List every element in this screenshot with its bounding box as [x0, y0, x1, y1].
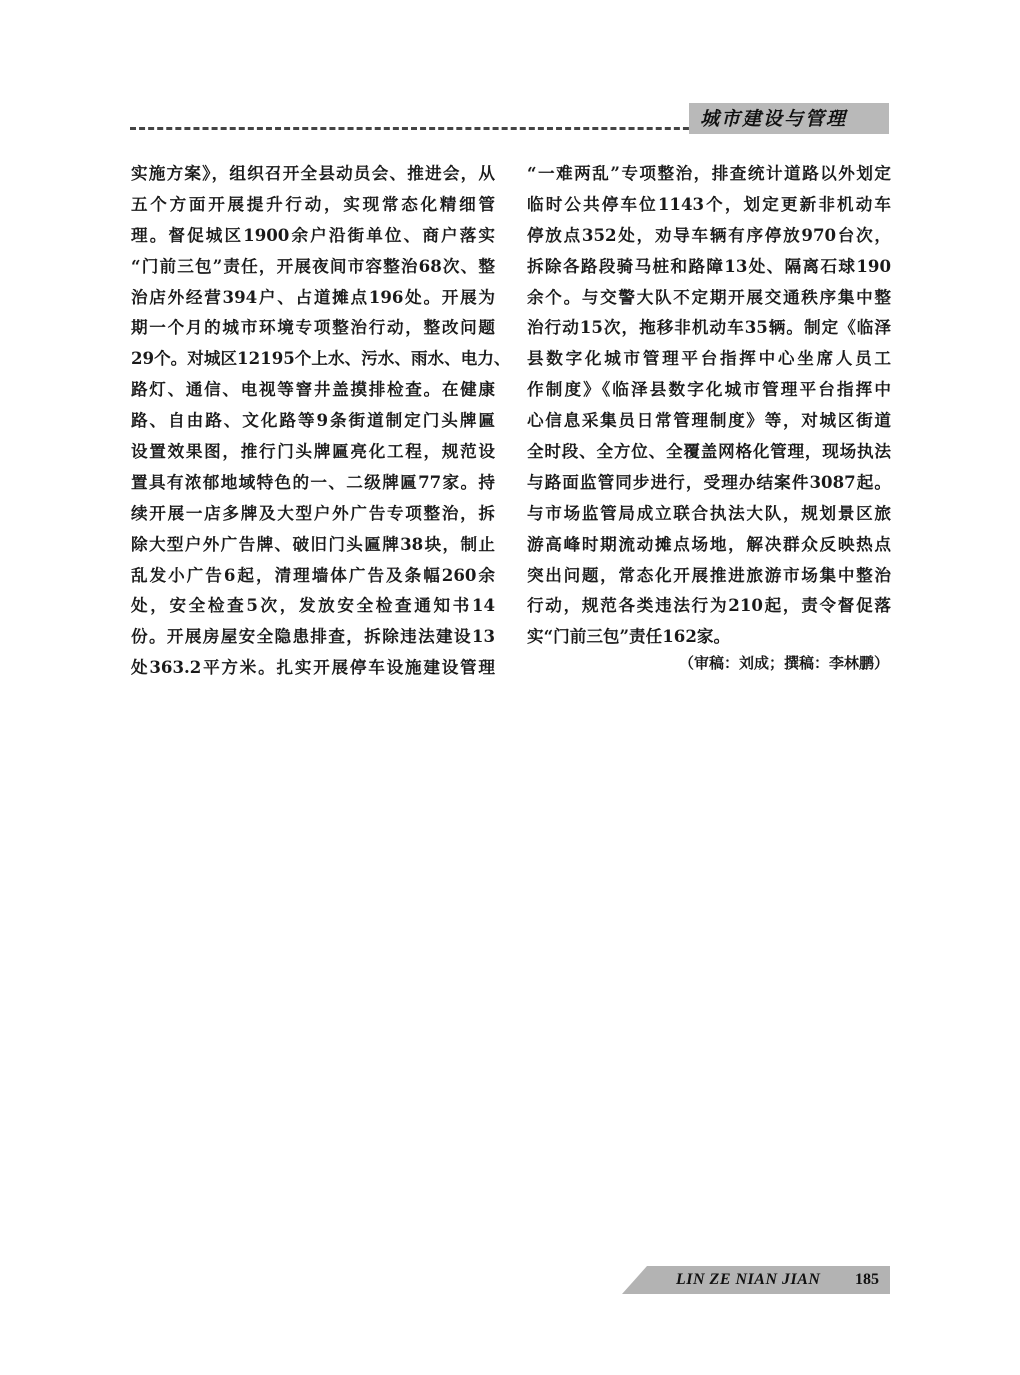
text-line: 停放点352处，劝导车辆有序停放970台次，	[527, 224, 891, 245]
text-line: 游高峰时期流动摊点场地，解决群众反映热点	[527, 533, 891, 554]
text-line: 置具有浓郁地域特色的一、二级牌匾77家。持	[131, 471, 495, 492]
text-line: 治行动15次，拖移非机动车35辆。制定《临泽	[527, 317, 891, 338]
journal-name: LIN ZE NIAN JIAN	[676, 1271, 821, 1288]
text-line: 乱发小广告6起，清理墙体广告及条幅260余	[131, 564, 495, 585]
text-line: 突出问题，常态化开展推进旅游市场集中整治	[527, 564, 891, 585]
text-line: 续开展一店多牌及大型户外广告专项整治，拆	[131, 502, 495, 523]
text-line: 处，安全检查5次，发放安全检查通知书14	[131, 595, 495, 616]
text-line: 路灯、通信、电视等窨井盖摸排检查。在健康	[131, 379, 495, 400]
text-line: 29个。对城区12195个上水、污水、雨水、电力、	[131, 348, 511, 369]
text-line: 实施方案》，组织召开全县动员会、推进会，从	[131, 163, 495, 183]
text-line: 拆除各路段骑马桩和路障13处、隔离石球190	[527, 255, 891, 276]
page-number: 185	[855, 1271, 879, 1288]
text-line: 与市场监管局成立联合执法大队，规划景区旅	[527, 502, 891, 523]
text-line: 治店外经营394户、占道摊点196处。开展为	[131, 286, 495, 307]
text-line: 除大型户外广告牌、破旧门头匾牌38块，制止	[131, 533, 495, 554]
text-line: 临时公共停车位1143个，划定更新非机动车	[527, 193, 891, 214]
left-text-column	[131, 158, 511, 683]
text-line: 作制度》《临泽县数字化城市管理平台指挥中	[527, 379, 891, 400]
text-line: 五个方面开展提升行动，实现常态化精细管	[131, 193, 495, 214]
editor-signature: （审稿：刘成；撰稿：李林鹏）	[678, 654, 889, 672]
text-line: 与路面监管同步进行，受理办结案件3087起。	[527, 471, 891, 492]
text-line: 行动，规范各类违法行为210起，责令督促落	[527, 595, 891, 616]
text-line: 余个。与交警大队不定期开展交通秩序集中整	[527, 286, 891, 307]
text-line: 理。督促城区1900余户沿街单位、商户落实	[131, 224, 495, 245]
right-text-column	[527, 158, 891, 652]
text-line: 处363.2平方米。扎实开展停车设施建设管理	[131, 657, 495, 678]
text-line: “一难两乱”专项整治，排查统计道路以外划定	[527, 163, 891, 183]
text-line: 份。开展房屋安全隐患排查，拆除违法建设13	[131, 626, 495, 647]
text-line: 实“门前三包”责任162家。	[527, 626, 731, 647]
header-dashed-rule	[130, 127, 698, 130]
text-line: 全时段、全方位、全覆盖网格化管理，现场执法	[527, 441, 891, 462]
text-line: 期一个月的城市环境专项整治行动，整改问题	[131, 317, 495, 338]
text-line: 县数字化城市管理平台指挥中心坐席人员工	[527, 348, 891, 369]
text-line: 心信息采集员日常管理制度》等，对城区街道	[527, 410, 891, 431]
section-title: 城市建设与管理	[700, 108, 848, 130]
text-line: 路、自由路、文化路等9条街道制定门头牌匾	[131, 410, 495, 431]
text-line: 设置效果图，推行门头牌匾亮化工程，规范设	[131, 441, 495, 462]
text-line: “门前三包”责任，开展夜间市容整治68次、整	[131, 255, 495, 276]
